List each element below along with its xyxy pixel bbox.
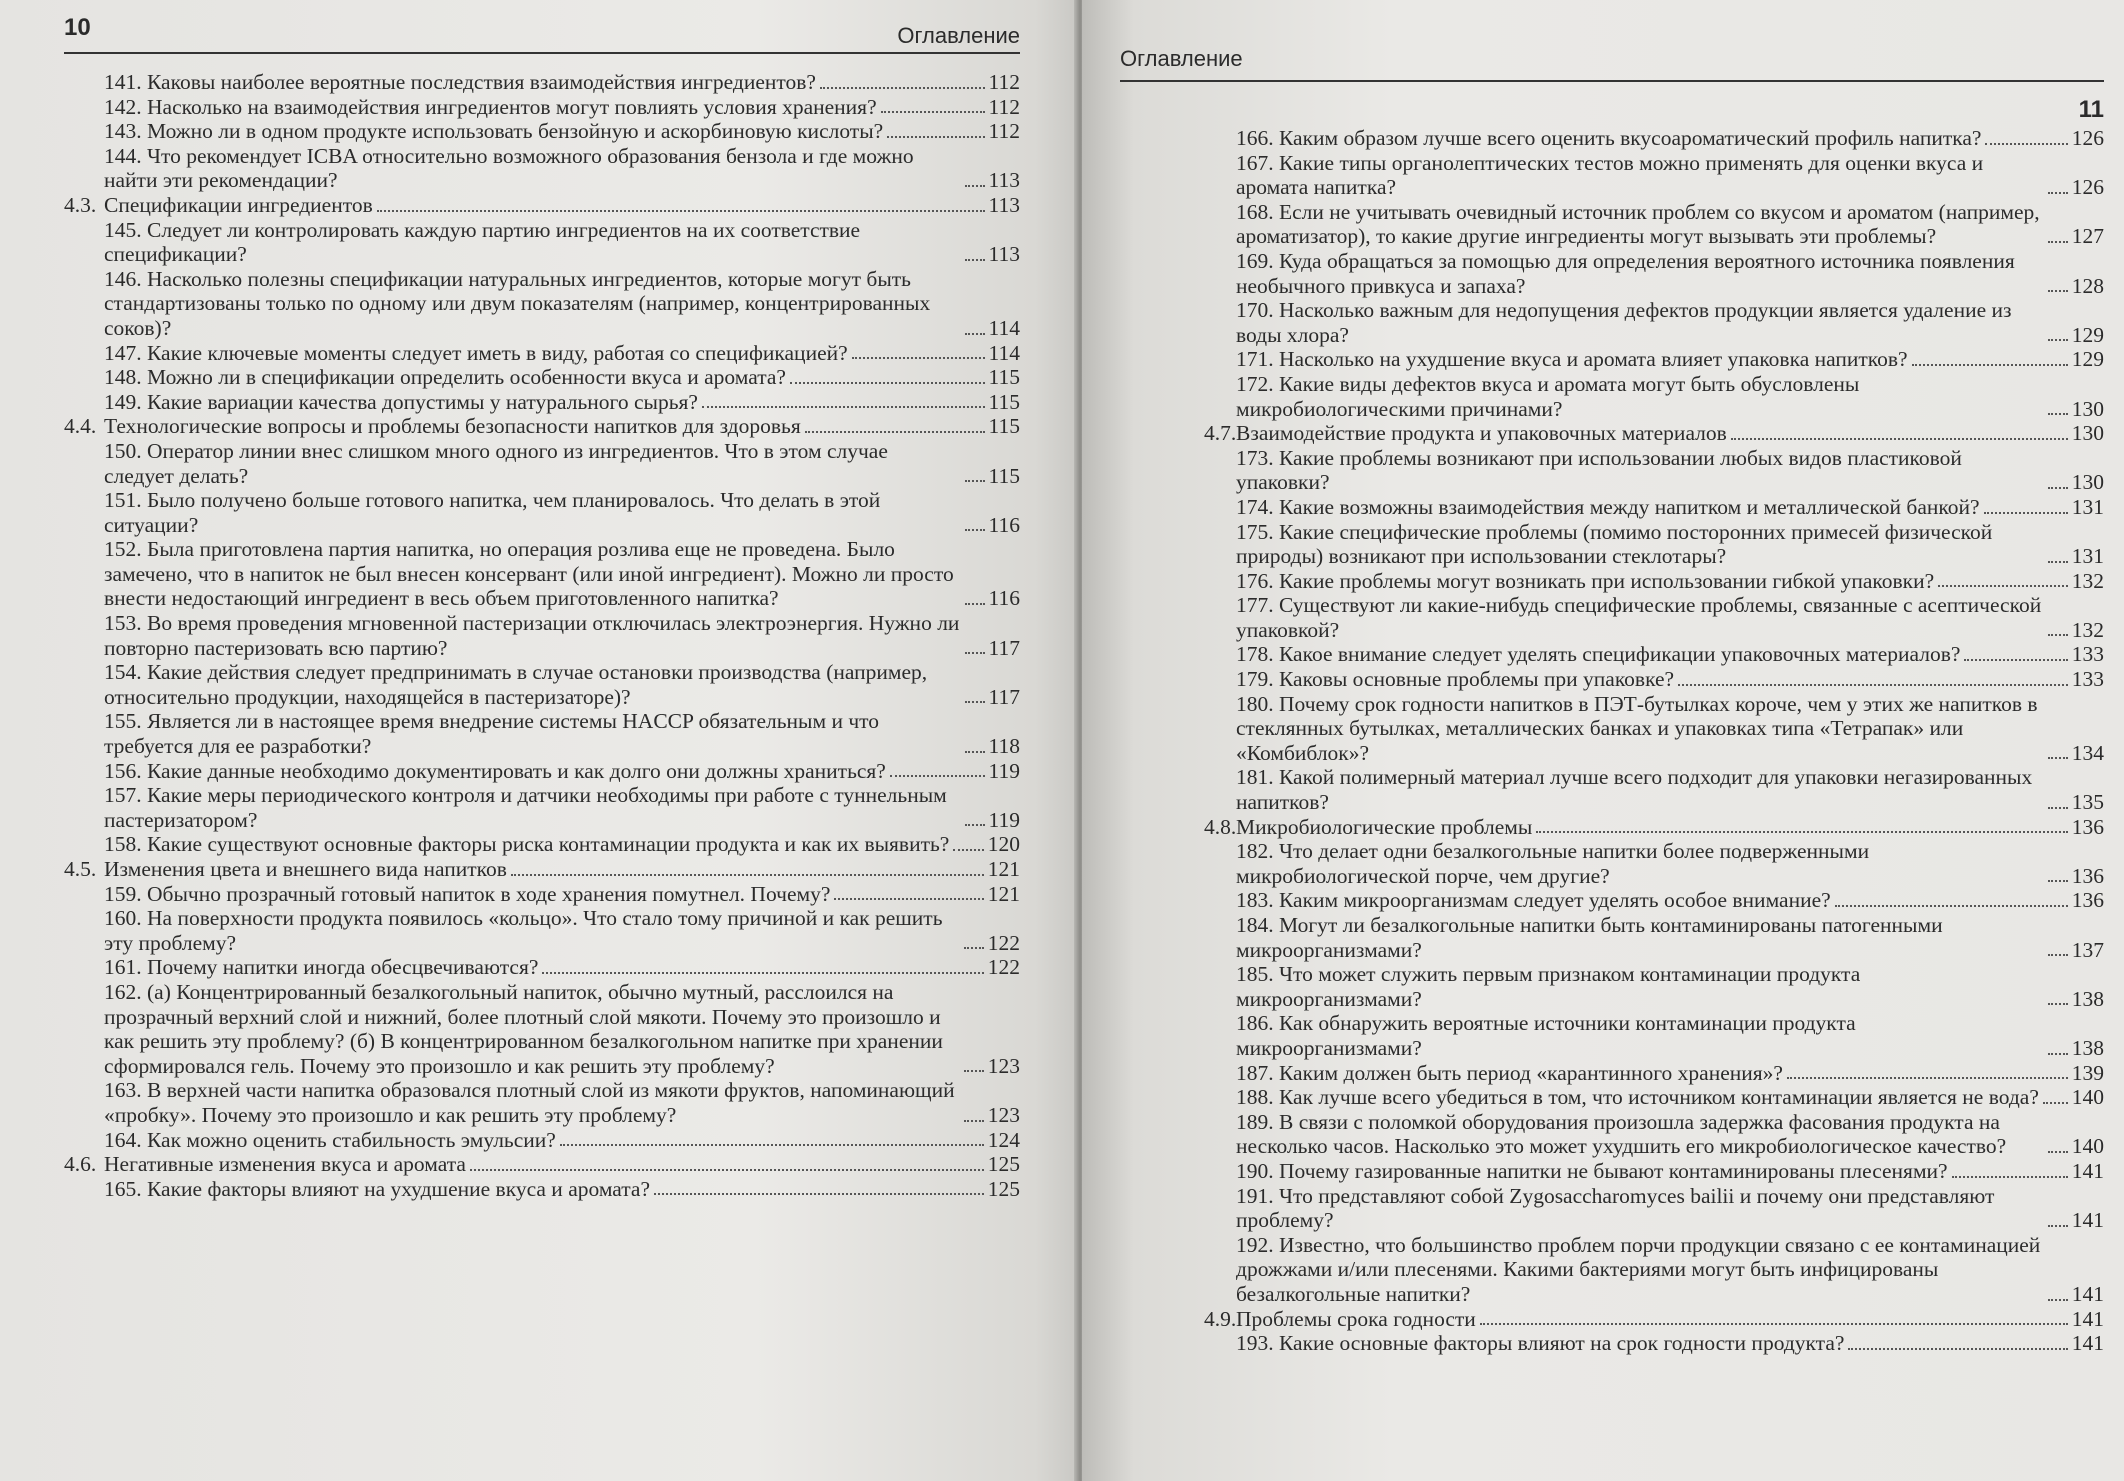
entry-text: 152. Была приготовлена партия напитка, но операция розлива еще не проведена. Было замечено, что в напиток не был внесен консервант (или иной ингредиент). Можно ли просто внести недостающий ингредиент в весь объем приготовленного напитка? [104, 537, 954, 611]
leader-dots [2048, 339, 2068, 341]
leader-dots [2048, 807, 2068, 809]
entry-page-number: 129 [2071, 322, 2104, 347]
leader-dots [1848, 1348, 2067, 1350]
entry-text [64, 857, 507, 882]
leader-dots [852, 357, 985, 359]
leader-dots [790, 382, 985, 384]
toc-question-entry [1204, 888, 2104, 913]
entry-text [1204, 815, 1532, 840]
entry-page-number: 136 [2071, 888, 2104, 913]
leader-dots [2048, 1053, 2068, 1055]
leader-dots [2048, 241, 2068, 243]
toc-question-entry [1204, 962, 2104, 1011]
entry-page-number: 141 [2071, 1306, 2104, 1331]
entry-text: 167. Какие типы органолептических тестов можно применять для оценки вкуса и аромата напитка? [1236, 150, 1984, 200]
entry-text [64, 193, 373, 218]
leader-dots [887, 136, 984, 138]
entry-text: 171. Насколько на ухудшение вкуса и аромата влияет упаковка напитков? [1236, 347, 1908, 372]
entry-page-number: 138 [2071, 1035, 2104, 1060]
toc-question-entry [64, 70, 1020, 95]
section-number: 4.5. [64, 857, 97, 881]
entry-page-number: 131 [2071, 544, 2104, 569]
leader-dots [964, 1070, 984, 1072]
entry-text: 147. Какие ключевые моменты следует иметь в виду, работая со спецификацией? [104, 340, 848, 365]
toc-question-entry [64, 390, 1020, 415]
entry-page-number: 138 [2071, 986, 2104, 1011]
toc-question-entry [1204, 1331, 2104, 1356]
toc-question-entry [1204, 913, 2104, 962]
entry-text: 156. Какие данные необходимо документировать и как долго они должны храниться? [104, 758, 886, 783]
toc-section-entry [64, 414, 1020, 439]
entry-page-number: 128 [2071, 273, 2104, 298]
entry-text: 174. Какие возможны взаимодействия между напитком и металлической банкой? [1236, 494, 1980, 519]
entry-page-number: 118 [988, 734, 1020, 759]
entry-text: 150. Оператор линии внес слишком много одного из ингредиентов. Что в этом случае следует делать? [104, 438, 888, 488]
toc-question-entry [1204, 347, 2104, 372]
leader-dots [2048, 192, 2068, 194]
entry-page-number: 134 [2071, 740, 2104, 765]
entry-page-number: 130 [2071, 396, 2104, 421]
toc-section-entry [1204, 1307, 2104, 1332]
leader-dots [1787, 1077, 2068, 1079]
entry-page-number: 115 [988, 389, 1020, 414]
entry-text: 180. Почему срок годности напитков в ПЭТ-бутылках короче, чем у этих же напитков в стеклянных бутылках, металлических банках и упаковках типа «Тетрапак» или «Комбиблок»? [1236, 691, 2038, 765]
leader-dots [1678, 684, 2068, 686]
entry-text: 142. Насколько на взаимодействия ингредиентов могут повлиять условия хранения? [104, 94, 877, 119]
entry-page-number: 124 [987, 1127, 1020, 1152]
leader-dots [2048, 1151, 2068, 1153]
entry-text [64, 414, 801, 439]
entry-page-number: 114 [988, 340, 1020, 365]
toc-question-entry [64, 955, 1020, 980]
toc-question-entry [64, 906, 1020, 955]
entry-text: 168. Если не учитывать очевидный источник проблем со вкусом и ароматом (например, ароматизатор), то какие другие ингредиенты могут вызывать эти проблемы? [1236, 199, 2040, 249]
entry-text: 148. Можно ли в спецификации определить особенности вкуса и аромата? [104, 365, 786, 390]
section-title: Негативные изменения вкуса и аромата [104, 1152, 466, 1177]
toc-question-entry [1204, 765, 2104, 814]
leader-dots [2048, 561, 2068, 563]
leader-dots [2048, 487, 2068, 489]
entry-text: 185. Что может служить первым признаком контаминации продукта микроорганизмами? [1236, 962, 1861, 1011]
entry-page-number: 120 [987, 832, 1020, 857]
section-number: 4.3. [64, 192, 97, 217]
entry-text: 181. Какой полимерный материал лучше всего подходит для упаковки негазированных напитков? [1236, 765, 2033, 815]
leader-dots [2048, 757, 2068, 759]
entry-text: 190. Почему газированные напитки не бывают контаминированы плесенями? [1236, 1158, 1948, 1183]
toc-question-entry [64, 1128, 1020, 1153]
leader-dots [834, 898, 983, 900]
entry-text: 178. Какое внимание следует уделять спецификации упаковочных материалов? [1236, 642, 1961, 667]
toc-question-entry [1204, 298, 2104, 347]
entry-text: 158. Какие существуют основные факторы риска контаминации продукта и как их выявить? [104, 832, 950, 857]
toc-question-entry [1204, 1233, 2104, 1307]
entry-text: 162. (а) Концентрированный безалкогольный напиток, обычно мутный, расслоился на прозрачный верхний слой и нижний, более плотный слой мякоти. Почему это произошло и как решить эту проблему? (б) В концентрированном безалкогольном напитке при хранении сформировался гель. Почему это произошло и как решить эту проблему? [104, 979, 943, 1078]
leader-dots [1984, 512, 2068, 514]
entry-page-number: 122 [987, 955, 1020, 980]
leader-dots [965, 751, 985, 753]
toc-question-entry [1204, 495, 2104, 520]
page-number: 11 [2078, 96, 2104, 123]
entry-text: 165. Какие факторы влияют на ухудшение вкуса и аромата? [104, 1176, 651, 1201]
entry-text: 157. Какие меры периодического контроля и датчики необходимы при работе с туннельным пастеризатором? [104, 783, 947, 832]
entry-page-number: 119 [988, 807, 1020, 832]
page-header [64, 14, 1020, 54]
toc-section-entry [1204, 815, 2104, 840]
leader-dots [2048, 954, 2068, 956]
section-number: 4.4. [64, 414, 97, 439]
leader-dots [1985, 143, 2067, 145]
leader-dots [965, 480, 985, 482]
leader-dots [470, 1169, 984, 1171]
leader-dots [820, 87, 985, 89]
entry-page-number: 129 [2071, 347, 2104, 372]
entry-page-number: 115 [988, 365, 1020, 390]
running-title: Оглавление [897, 23, 1020, 48]
entry-text: 159. Обычно прозрачный готовый напиток в ходе хранения помутнел. Почему? [104, 881, 831, 906]
leader-dots [965, 529, 985, 531]
page-header [1120, 44, 2104, 123]
entry-text: 191. Что представляют собой Zygosaccharomyces bailii и почему они представляют проблему? [1236, 1183, 1995, 1233]
toc-question-entry [1204, 839, 2104, 888]
toc-question-entry [1204, 520, 2104, 569]
toc-section-entry [1204, 421, 2104, 446]
entry-text: 141. Каковы наиболее вероятные последствия взаимодействия ингредиентов? [104, 70, 816, 94]
running-title: Оглавление [1120, 46, 1243, 71]
entry-page-number: 141 [2071, 1281, 2104, 1306]
toc-question-entry [64, 980, 1020, 1078]
entry-page-number: 116 [988, 512, 1020, 537]
entry-page-number: 140 [2071, 1085, 2104, 1110]
toc-question-entry [64, 832, 1020, 857]
leader-dots [2048, 880, 2068, 882]
leader-dots [965, 603, 985, 605]
leader-dots [2048, 290, 2068, 292]
entry-text: 155. Является ли в настоящее время внедрение системы HACCP обязательным и что требуется для ее разработки? [104, 709, 880, 759]
entry-text: 169. Куда обращаться за помощью для определения вероятного источника появления необычного привкуса и запаха? [1236, 248, 2015, 298]
entry-text: 151. Было получено больше готового напитка, чем планировалось. Что делать в этой ситуации? [104, 488, 881, 537]
section-title: Микробиологические проблемы [1236, 814, 1533, 839]
leader-dots [2043, 1102, 2068, 1104]
leader-dots [890, 775, 985, 777]
leader-dots [377, 210, 985, 212]
entry-page-number: 136 [2071, 814, 2104, 839]
right-page [1082, 0, 2124, 1481]
toc-question-entry [64, 882, 1020, 907]
leader-dots [702, 406, 985, 408]
entry-page-number: 141 [2071, 1331, 2104, 1356]
entry-text: 173. Какие проблемы возникают при использовании любых видов пластиковой упаковки? [1236, 445, 1962, 495]
entry-text [1204, 421, 1727, 446]
entry-page-number: 127 [2071, 224, 2104, 249]
leader-dots [965, 701, 985, 703]
toc-question-entry [64, 611, 1020, 660]
entry-page-number: 112 [988, 119, 1020, 144]
entry-text: 149. Какие вариации качества допустимы у натурального сырья? [104, 389, 698, 414]
toc-question-entry [1204, 1085, 2104, 1110]
leader-dots [2048, 413, 2068, 415]
entry-text: 187. Каким должен быть период «карантинного хранения»? [1236, 1060, 1783, 1085]
entry-text: 164. Как можно оценить стабильность эмульсии? [104, 1127, 556, 1152]
toc-question-entry [1204, 1184, 2104, 1233]
entry-page-number: 130 [2071, 470, 2104, 495]
section-title: Проблемы срока годности [1236, 1306, 1476, 1331]
leader-dots [1536, 831, 2067, 833]
table-of-contents [1204, 126, 2104, 1356]
entry-text: 153. Во время проведения мгновенной пастеризации отключилась электроэнергия. Нужно ли повторно пастеризовать всю партию? [104, 611, 960, 660]
section-number: 4.9. [1204, 1306, 1237, 1331]
table-of-contents [64, 70, 1020, 1201]
entry-page-number: 125 [987, 1152, 1020, 1177]
section-number: 4.7. [1204, 421, 1237, 446]
entry-text: 188. Как лучше всего убедиться в том, что источником контаминации является не вода? [1236, 1085, 2039, 1110]
toc-question-entry [1204, 569, 2104, 594]
entry-page-number: 117 [988, 635, 1020, 660]
entry-text: 154. Какие действия следует предпринимать в случае остановки производства (например, относительно продукции, находящейся в пастеризаторе)? [104, 660, 928, 709]
toc-question-entry [64, 95, 1020, 120]
entry-page-number: 117 [988, 684, 1020, 709]
toc-question-entry [1204, 667, 2104, 692]
toc-question-entry [1204, 200, 2104, 249]
toc-question-entry [1204, 692, 2104, 766]
toc-question-entry [1204, 1061, 2104, 1086]
leader-dots [1952, 1176, 2068, 1178]
leader-dots [953, 849, 983, 851]
entry-page-number: 137 [2071, 937, 2104, 962]
leader-dots [965, 652, 985, 654]
entry-page-number: 131 [2071, 494, 2104, 519]
toc-section-entry [64, 1152, 1020, 1177]
entry-text: 163. В верхней части напитка образовался плотный слой из мякоти фруктов, напоминающий «пробку». Почему это произошло и как решить эту проблему? [104, 1078, 955, 1127]
entry-page-number: 116 [988, 586, 1020, 611]
entry-page-number: 115 [988, 414, 1020, 439]
leader-dots [1938, 585, 2068, 587]
entry-page-number: 135 [2071, 790, 2104, 815]
entry-page-number: 141 [2071, 1208, 2104, 1233]
entry-text: 179. Каковы основные проблемы при упаковке? [1236, 667, 1675, 692]
toc-question-entry [64, 537, 1020, 611]
toc-question-entry [64, 439, 1020, 488]
toc-section-entry [64, 193, 1020, 218]
entry-text: 176. Какие проблемы могут возникать при использовании гибкой упаковки? [1236, 568, 1935, 593]
leader-dots [881, 111, 985, 113]
entry-page-number: 121 [987, 857, 1020, 881]
entry-page-number: 121 [987, 881, 1020, 906]
entry-text: 170. Насколько важным для недопущения дефектов продукции является удаление из воды хлора? [1236, 298, 2012, 347]
entry-text: 144. Что рекомендует ICBA относительно возможного образования бензола и где можно найти эти рекомендации? [104, 143, 914, 193]
entry-page-number: 119 [988, 758, 1020, 783]
leader-dots [560, 1144, 984, 1146]
entry-text: 146. Насколько полезны спецификации натуральных ингредиентов, которые могут быть стандартизованы только по одному или двум показателям (например, концентрированных соков)? [104, 266, 931, 340]
leader-dots [1964, 659, 2067, 661]
toc-question-entry [64, 365, 1020, 390]
toc-question-entry [64, 709, 1020, 758]
section-title: Технологические вопросы и проблемы безопасности напитков для здоровья [104, 414, 801, 439]
entry-page-number: 123 [987, 1053, 1020, 1078]
entry-page-number: 140 [2071, 1134, 2104, 1159]
section-title: Спецификации ингредиентов [104, 192, 373, 217]
leader-dots [542, 972, 983, 974]
entry-text: 192. Известно, что большинство проблем порчи продукции связано с ее контаминацией дрожжами и/или плесенями. Какими бактериями могут быть инфицированы безалкогольные напитки? [1236, 1232, 2041, 1306]
toc-question-entry [1204, 249, 2104, 298]
entry-text: 160. На поверхности продукта появилось «кольцо». Что стало тому причиной и как решить эту проблему? [104, 906, 943, 955]
entry-page-number: 123 [987, 1102, 1020, 1127]
toc-question-entry [1204, 1110, 2104, 1159]
entry-text: 186. Как обнаружить вероятные источники контаминации продукта микроорганизмами? [1236, 1011, 1856, 1060]
entry-page-number: 125 [987, 1176, 1020, 1201]
leader-dots [2048, 634, 2068, 636]
section-number: 4.8. [1204, 814, 1237, 839]
entry-page-number: 139 [2071, 1060, 2104, 1085]
entry-page-number: 132 [2071, 617, 2104, 642]
entry-page-number: 113 [988, 168, 1020, 193]
leader-dots [964, 1120, 984, 1122]
entry-page-number: 133 [2071, 642, 2104, 667]
toc-section-entry [64, 857, 1020, 882]
toc-question-entry [64, 1078, 1020, 1127]
entry-text: 166. Каким образом лучше всего оценить вкусоароматический профиль напитка? [1236, 126, 1982, 150]
leader-dots [2048, 1299, 2068, 1301]
entry-text [64, 1152, 466, 1177]
entry-text: 143. Можно ли в одном продукте использовать бензойную и аскорбиновую кислоты? [104, 119, 884, 144]
entry-text: 193. Какие основные факторы влияют на срок годности продукта? [1236, 1331, 1845, 1356]
toc-question-entry [64, 660, 1020, 709]
toc-question-entry [64, 341, 1020, 366]
leader-dots [1731, 438, 2068, 440]
section-title: Изменения цвета и внешнего вида напитков [104, 857, 507, 881]
leader-dots [654, 1193, 984, 1195]
entry-text: 182. Что делает одни безалкогольные напитки более подверженными микробиологической порче, чем другие? [1236, 839, 1870, 888]
entry-page-number: 130 [2071, 421, 2104, 446]
leader-dots [511, 874, 984, 876]
toc-question-entry [64, 218, 1020, 267]
entry-page-number: 114 [988, 315, 1020, 340]
toc-question-entry [64, 119, 1020, 144]
leader-dots [2048, 1225, 2068, 1227]
entry-page-number: 141 [2071, 1158, 2104, 1183]
toc-question-entry [1204, 372, 2104, 421]
leader-dots [1912, 364, 2068, 366]
entry-text: 183. Каким микроорганизмам следует уделять особое внимание? [1236, 888, 1831, 913]
entry-text: 189. В связи с поломкой оборудования произошла задержка фасования продукта на несколько часов. Насколько это может ухудшить его микробиологическое качество? [1236, 1109, 2007, 1159]
toc-question-entry [64, 783, 1020, 832]
leader-dots [1835, 905, 2068, 907]
toc-question-entry [1204, 593, 2104, 642]
leader-dots [2048, 1003, 2068, 1005]
entry-page-number: 113 [988, 192, 1020, 217]
page-number: 10 [64, 14, 91, 41]
toc-question-entry [1204, 1011, 2104, 1060]
toc-question-entry [1204, 446, 2104, 495]
toc-question-entry [1204, 126, 2104, 151]
section-number: 4.6. [64, 1152, 97, 1177]
leader-dots [965, 824, 985, 826]
entry-page-number: 132 [2071, 568, 2104, 593]
entry-text: 172. Какие виды дефектов вкуса и аромата могут быть обусловлены микробиологическими причинами? [1236, 371, 1860, 421]
toc-question-entry [64, 488, 1020, 537]
entry-page-number: 112 [988, 94, 1020, 119]
leader-dots [965, 259, 985, 261]
entry-text: 175. Какие специфические проблемы (помимо посторонних примесей физической природы) возникают при использовании стеклотары? [1236, 519, 1993, 569]
entry-page-number: 126 [2071, 126, 2104, 150]
leader-dots [965, 333, 985, 335]
entry-text: 184. Могут ли безалкогольные напитки быть контаминированы патогенными микроорганизмами? [1236, 913, 1943, 962]
entry-page-number: 126 [2071, 175, 2104, 200]
leader-dots [1480, 1323, 2068, 1325]
entry-page-number: 122 [987, 930, 1020, 955]
toc-question-entry [64, 144, 1020, 193]
toc-question-entry [1204, 151, 2104, 200]
leader-dots [805, 431, 985, 433]
entry-page-number: 115 [988, 463, 1020, 488]
entry-page-number: 133 [2071, 667, 2104, 692]
leader-dots [964, 947, 984, 949]
toc-question-entry [64, 759, 1020, 784]
entry-text: 145. Следует ли контролировать каждую партию ингредиентов на их соответствие спецификации? [104, 217, 861, 267]
entry-text [1204, 1307, 1476, 1332]
leader-dots [965, 185, 985, 187]
entry-page-number: 112 [988, 70, 1020, 94]
toc-question-entry [64, 267, 1020, 341]
toc-question-entry [1204, 1159, 2104, 1184]
section-title: Взаимодействие продукта и упаковочных материалов [1236, 421, 1727, 446]
toc-question-entry [1204, 642, 2104, 667]
entry-text: 177. Существуют ли какие-нибудь специфические проблемы, связанные с асептической упаковкой? [1236, 593, 2042, 642]
entry-page-number: 113 [988, 242, 1020, 267]
toc-question-entry [64, 1177, 1020, 1202]
entry-page-number: 136 [2071, 863, 2104, 888]
entry-text: 161. Почему напитки иногда обесцвечиваются? [104, 955, 539, 980]
